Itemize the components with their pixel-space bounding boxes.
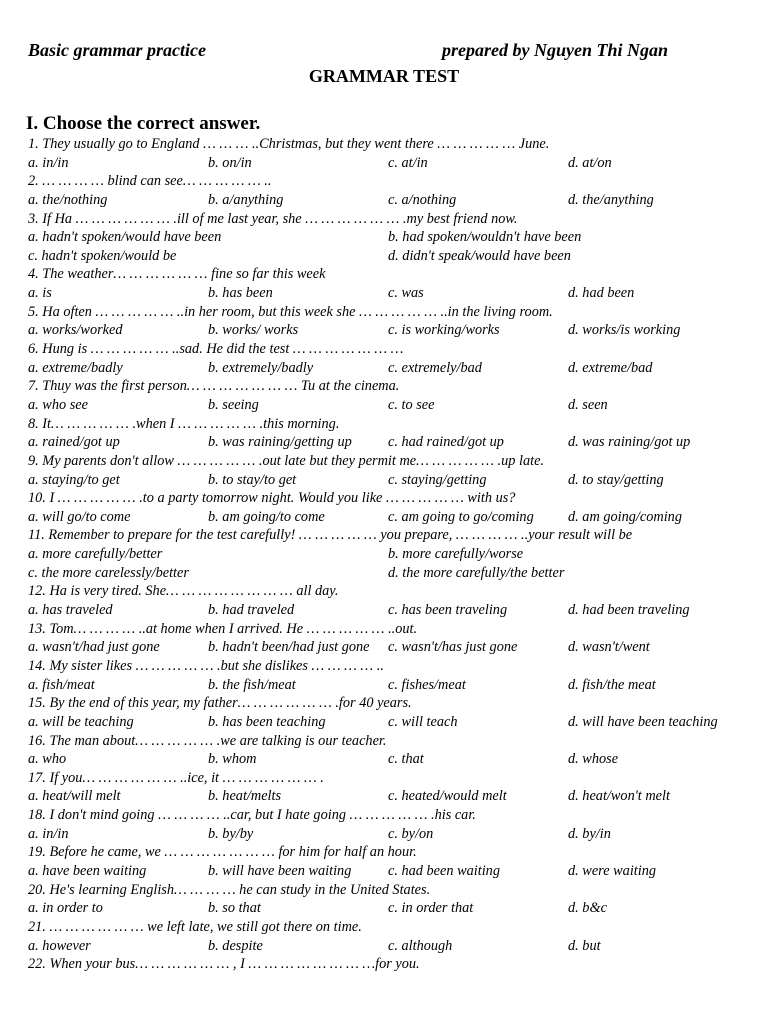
answer-option[interactable]: c. had rained/got up <box>388 434 504 451</box>
answer-option[interactable]: d. works/is working <box>568 322 681 339</box>
question-text: 7. Thuy was the first person… … … … … … … Tu at the cinema. <box>28 378 400 395</box>
answer-option[interactable]: b. despite <box>208 937 263 954</box>
answer-option[interactable]: a. has traveled <box>28 602 113 619</box>
options-row <box>28 396 768 415</box>
answer-option[interactable]: c. extremely/bad <box>388 359 482 376</box>
answer-option[interactable]: b. more carefully/worse <box>388 546 524 563</box>
answer-option[interactable]: a. the/nothing <box>28 191 108 208</box>
answer-option[interactable]: a. is <box>28 285 52 302</box>
answer-option[interactable]: c. the more carelessly/better <box>28 564 189 581</box>
answer-option[interactable]: d. whose <box>568 751 619 768</box>
answer-option[interactable]: d. seen <box>568 396 608 413</box>
answer-option[interactable]: a. staying/to get <box>28 471 120 488</box>
question-text: 9. My parents don't allow … … … … … .out late but they permit me… … … … … .up late. <box>28 452 545 469</box>
answer-option[interactable]: b. on/in <box>208 154 252 171</box>
answer-option[interactable]: d. the/anything <box>568 191 654 208</box>
answer-option[interactable]: c. to see <box>388 396 435 413</box>
answer-option[interactable]: d. will have been teaching <box>568 713 718 730</box>
answer-option[interactable]: c. that <box>388 751 424 768</box>
question-list <box>28 135 768 974</box>
options-row <box>28 228 768 247</box>
options-row <box>28 638 768 657</box>
page-title: GRAMMAR TEST <box>308 66 460 86</box>
question-text: 12. Ha is very tired. She… … … … … … … … all day. <box>28 583 339 600</box>
options-row <box>28 191 768 210</box>
answer-option[interactable]: b. a/anything <box>208 191 284 208</box>
answer-option[interactable]: a. however <box>28 937 91 954</box>
answer-option[interactable]: a. will be teaching <box>28 713 134 730</box>
answer-option[interactable]: b. had spoken/wouldn't have been <box>388 229 582 246</box>
answer-option[interactable]: b. the fish/meat <box>208 676 296 693</box>
answer-option[interactable]: a. in/in <box>28 154 69 171</box>
answer-option[interactable]: a. wasn't/had just gone <box>28 639 160 656</box>
question-text: 22. When your bus… … … … … … , I … … … … … … … …for you. <box>28 956 420 973</box>
question-text: 3. If Ha … … … … … … .ill of me last year, she … … … … … … .my best friend now. <box>28 210 518 227</box>
answer-option[interactable]: d. wasn't/went <box>568 639 650 656</box>
answer-option[interactable]: d. were waiting <box>568 862 657 879</box>
answer-option[interactable]: c. has been traveling <box>388 602 508 619</box>
answer-option[interactable]: b. has been teaching <box>208 713 326 730</box>
question-text: 18. I don't mind going … … … … ..car, but I hate going … … … … … .his car. <box>28 807 476 824</box>
answer-option[interactable]: b. seeing <box>208 396 259 413</box>
question-text: 8. It… … … … … .when I … … … … … .this morning. <box>28 415 340 432</box>
question-text: 17. If you… … … … … … ..ice, it … … … … … … . <box>28 769 324 786</box>
options-row <box>28 247 768 266</box>
answer-option[interactable]: c. is working/works <box>388 322 500 339</box>
answer-option[interactable]: a. who see <box>28 396 88 413</box>
answer-option[interactable]: b. works/ works <box>208 322 299 339</box>
answer-option[interactable]: b. has been <box>208 285 273 302</box>
answer-option[interactable]: b. was raining/getting up <box>208 434 352 451</box>
options-row <box>28 359 768 378</box>
answer-option[interactable]: b. heat/melts <box>208 788 282 805</box>
options-row <box>28 825 768 844</box>
answer-option[interactable]: a. fish/meat <box>28 676 95 693</box>
question-text: 19. Before he came, we … … … … … … … for him for half an hour. <box>28 844 417 861</box>
options-row <box>28 545 768 564</box>
options-row <box>28 284 768 303</box>
answer-option[interactable]: b. so that <box>208 900 261 917</box>
answer-option[interactable]: a. in order to <box>28 900 103 917</box>
answer-option[interactable]: b. had traveled <box>208 602 295 619</box>
answer-option[interactable]: a. have been waiting <box>28 862 147 879</box>
options-row <box>28 433 768 452</box>
options-row <box>28 787 768 806</box>
answer-option[interactable]: a. rained/got up <box>28 434 120 451</box>
options-row <box>28 321 768 340</box>
answer-option[interactable]: a. more carefully/better <box>28 546 163 563</box>
answer-option[interactable]: c. will teach <box>388 713 458 730</box>
answer-option[interactable]: d. extreme/bad <box>568 359 653 376</box>
answer-option[interactable]: b. by/by <box>208 825 254 842</box>
options-row <box>28 937 768 956</box>
question-text: 20. He's learning English… … … … he can study in the United States. <box>28 881 431 898</box>
question-text: 1. They usually go to England … … … ..Christmas, but they went there … … … … … June. <box>28 136 550 152</box>
answer-option[interactable]: c. a/nothing <box>388 191 457 208</box>
question-text: 5. Ha often … … … … … ..in her room, but this week she … … … … … ..in the living room. <box>28 303 553 320</box>
answer-option[interactable]: c. heated/would melt <box>388 788 507 805</box>
answer-option[interactable]: d. am going/coming <box>568 508 682 525</box>
options-row <box>28 899 768 918</box>
answer-option[interactable]: c. wasn't/has just gone <box>388 639 518 656</box>
question-text: 16. The man about… … … … … .we are talking is our teacher. <box>28 732 387 749</box>
question-text: 4. The weather… … … … … … fine so far this week <box>28 266 326 283</box>
answer-option[interactable]: b. will have been waiting <box>208 862 352 879</box>
question-text: 6. Hung is … … … … … ..sad. He did the test … … … … … … … <box>28 341 404 358</box>
answer-option[interactable]: d. the more carefully/the better <box>388 564 565 581</box>
answer-option[interactable]: b. extremely/badly <box>208 359 314 376</box>
answer-option[interactable]: c. fishes/meat <box>388 676 466 693</box>
header-right: prepared by Nguyen Thi Ngan <box>442 40 668 60</box>
answer-option[interactable]: d. at/on <box>568 154 612 171</box>
answer-option[interactable]: c. by/on <box>388 825 434 842</box>
answer-option[interactable]: d. but <box>568 937 601 954</box>
section-heading: I. Choose the correct answer. <box>26 113 261 134</box>
question-text: 15. By the end of this year, my father… … … … … … .for 40 years. <box>28 695 412 712</box>
answer-option[interactable]: d. to stay/getting <box>568 471 664 488</box>
question-text: 21. … … … … … … we left late, we still got there on time. <box>28 918 362 935</box>
question-text: 11. Remember to prepare for the test carefully! … … … … … you prepare, … … … … ..your result will be <box>28 527 633 544</box>
answer-option[interactable]: a. hadn't spoken/would have been <box>28 229 222 246</box>
answer-option[interactable]: c. was <box>388 285 424 302</box>
answer-option[interactable]: a. works/worked <box>28 322 123 339</box>
answer-option[interactable]: d. b&c <box>568 900 607 917</box>
answer-option[interactable]: c. at/in <box>388 154 428 171</box>
answer-option[interactable]: a. extreme/badly <box>28 359 123 376</box>
answer-option[interactable]: a. heat/will melt <box>28 788 121 805</box>
answer-option[interactable]: b. to stay/to get <box>208 471 297 488</box>
options-row <box>28 508 768 527</box>
answer-option[interactable]: c. staying/getting <box>388 471 487 488</box>
options-row <box>28 862 768 881</box>
question-text: 10. I … … … … … .to a party tomorrow night. Would you like … … … … … with us? <box>28 490 516 507</box>
options-row <box>28 601 768 620</box>
answer-option[interactable]: d. had been traveling <box>568 602 690 619</box>
answer-option[interactable]: a. will go/to come <box>28 508 131 525</box>
answer-option[interactable]: d. was raining/got up <box>568 434 691 451</box>
question-text: 2. … … … … blind can see… … … … … .. <box>28 173 272 190</box>
options-row <box>28 564 768 583</box>
options-row <box>28 154 768 173</box>
answer-option[interactable]: b. hadn't been/had just gone <box>208 639 370 656</box>
answer-option[interactable]: d. didn't speak/would have been <box>388 247 571 264</box>
answer-option[interactable]: c. hadn't spoken/would be <box>28 247 177 264</box>
answer-option[interactable]: d. had been <box>568 285 635 302</box>
answer-option[interactable]: d. heat/won't melt <box>568 788 670 805</box>
options-row <box>28 750 768 769</box>
answer-option[interactable]: b. whom <box>208 751 257 768</box>
options-row <box>28 713 768 732</box>
options-row <box>28 676 768 695</box>
answer-option[interactable]: a. who <box>28 751 67 768</box>
question-text: 14. My sister likes … … … … … .but she dislikes … … … … .. <box>28 657 384 674</box>
question-text: 13. Tom… … … … ..at home when I arrived. He … … … … … ..out. <box>28 620 418 637</box>
header-left: Basic grammar practice <box>28 40 206 60</box>
answer-option[interactable]: d. by/in <box>568 825 611 842</box>
answer-option[interactable]: c. am going to go/coming <box>388 508 534 525</box>
answer-option[interactable]: c. had been waiting <box>388 862 500 879</box>
answer-option[interactable]: d. fish/the meat <box>568 676 656 693</box>
answer-option[interactable]: c. although <box>388 937 453 954</box>
options-row <box>28 471 768 490</box>
answer-option[interactable]: a. in/in <box>28 825 69 842</box>
answer-option[interactable]: c. in order that <box>388 900 474 917</box>
answer-option[interactable]: b. am going/to come <box>208 508 325 525</box>
